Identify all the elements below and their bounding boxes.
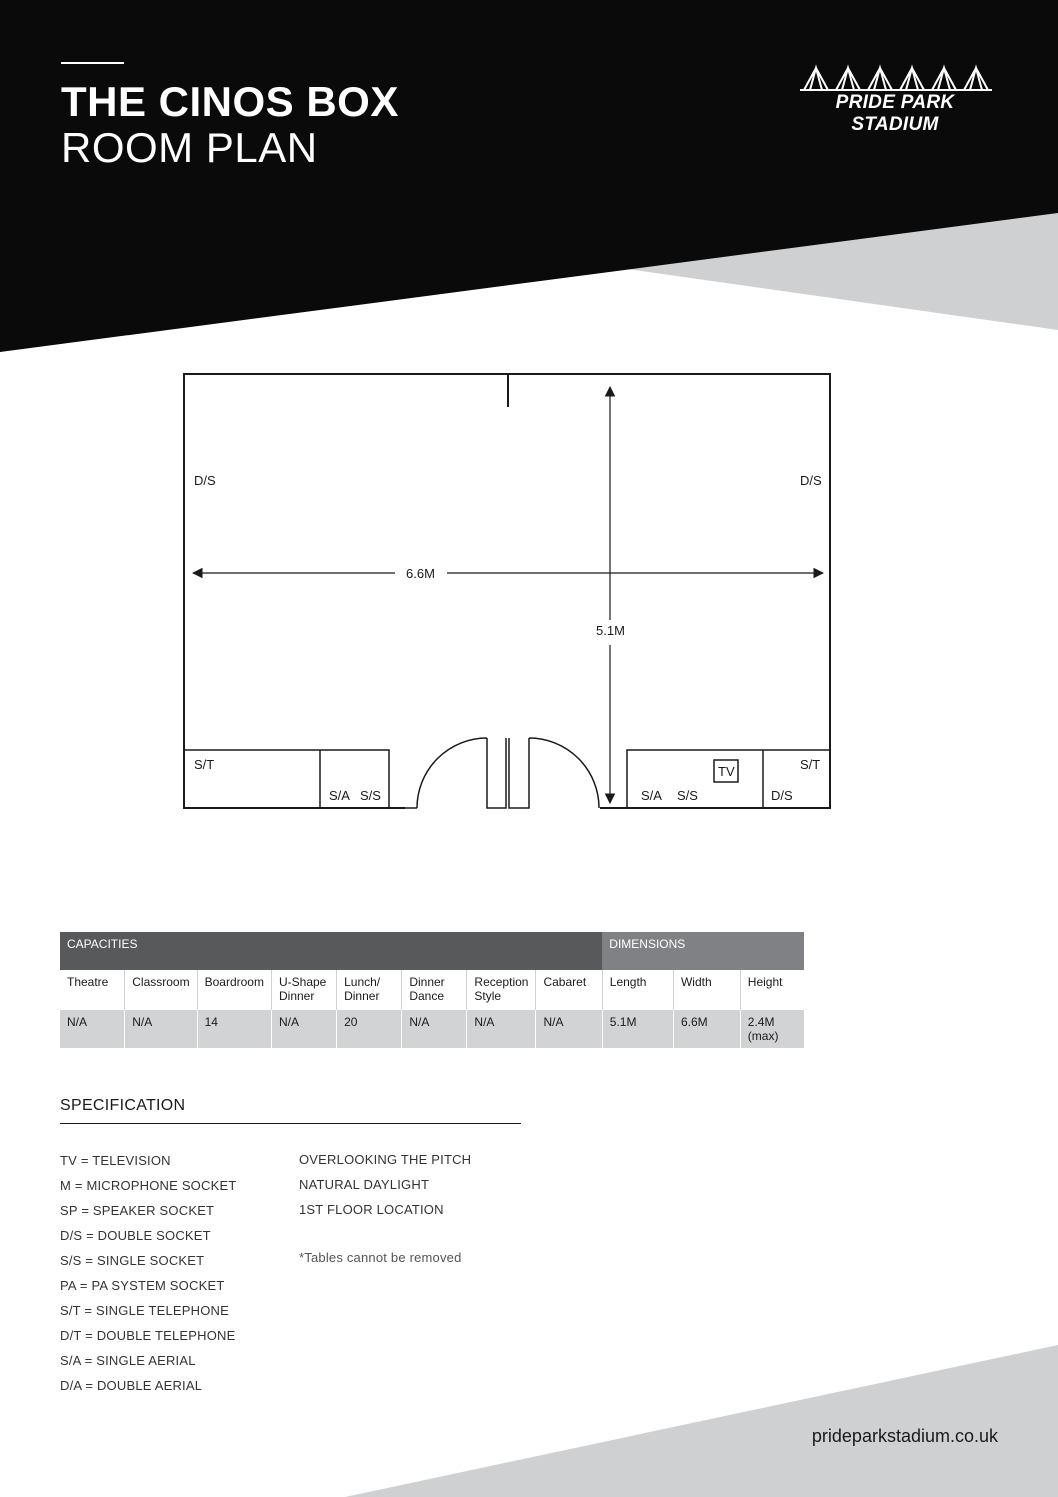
feature-item: NATURAL DAYLIGHT	[299, 1177, 430, 1192]
ds-left-label: D/S	[194, 473, 216, 488]
col-classroom: Classroom	[125, 970, 197, 1010]
col-cabaret: Cabaret	[536, 970, 602, 1010]
col-lunch: Lunch/ Dinner	[337, 970, 402, 1010]
col-theatre: Theatre	[60, 970, 125, 1010]
legend-list	[60, 1151, 236, 1401]
room-wall	[184, 374, 830, 808]
page-title: THE CINOS BOX	[61, 78, 399, 125]
col-length: Length	[602, 970, 673, 1010]
door-frame	[487, 738, 506, 808]
page-subtitle: ROOM PLAN	[61, 124, 318, 171]
val-width: 6.6M	[673, 1010, 740, 1048]
val-reception: N/A	[467, 1010, 536, 1048]
tv-label: TV	[718, 764, 735, 779]
legend-item: S/A = SINGLE AERIAL	[60, 1353, 196, 1368]
ds-bottom-right-label: D/S	[771, 788, 793, 803]
website-link[interactable]: prideparkstadium.co.uk	[811, 1426, 998, 1446]
col-width: Width	[673, 970, 740, 1010]
footer-grey-band	[345, 1345, 1058, 1497]
ds-right-label: D/S	[800, 473, 822, 488]
specification-rule	[60, 1123, 521, 1124]
val-dinner-dance: N/A	[402, 1010, 467, 1048]
ss-right-label: S/S	[677, 788, 698, 803]
door-right-swing	[529, 738, 599, 808]
val-height: 2.4M (max)	[740, 1010, 804, 1048]
ss-left-label: S/S	[360, 788, 381, 803]
specification-title: SPECIFICATION	[60, 1097, 186, 1114]
col-dinner-dance: Dinner Dance	[402, 970, 467, 1010]
door-left-swing	[417, 738, 487, 808]
val-cabaret: N/A	[536, 1010, 602, 1048]
feature-item: OVERLOOKING THE PITCH	[299, 1152, 472, 1167]
width-label: 6.6M	[406, 566, 435, 581]
col-reception: Reception Style	[467, 970, 536, 1010]
sa-left-label: S/A	[329, 788, 350, 803]
val-classroom: N/A	[125, 1010, 197, 1048]
stadium-roof-icon	[792, 64, 998, 94]
legend-item: SP = SPEAKER SOCKET	[60, 1203, 215, 1218]
legend-item: D/A = DOUBLE AERIAL	[60, 1378, 203, 1393]
col-height: Height	[740, 970, 804, 1010]
val-length: 5.1M	[602, 1010, 673, 1048]
capacities-table	[60, 932, 804, 1048]
header-rule	[61, 62, 124, 64]
legend-item: PA = PA SYSTEM SOCKET	[60, 1278, 225, 1293]
legend-item: M = MICROPHONE SOCKET	[60, 1178, 237, 1193]
left-counter	[184, 750, 389, 808]
col-boardroom: Boardroom	[197, 970, 271, 1010]
val-ushape: N/A	[271, 1010, 336, 1048]
length-label: 5.1M	[596, 623, 625, 638]
capacities-header: CAPACITIES	[60, 932, 602, 970]
st-right-label: S/T	[800, 757, 821, 772]
features-list	[299, 1150, 471, 1225]
legend-item: D/T = DOUBLE TELEPHONE	[60, 1328, 236, 1343]
stadium-logo	[792, 64, 998, 135]
tables-note: *Tables cannot be removed	[299, 1250, 462, 1265]
legend-item: S/S = SINGLE SOCKET	[60, 1253, 205, 1268]
logo-wordmark: PRIDE PARK STADIUM	[835, 92, 955, 135]
column-header-row	[60, 970, 804, 1010]
legend-item: D/S = DOUBLE SOCKET	[60, 1228, 211, 1243]
val-boardroom: 14	[197, 1010, 271, 1048]
val-theatre: N/A	[60, 1010, 125, 1048]
legend-item: TV = TELEVISION	[60, 1153, 171, 1168]
col-ushape: U-Shape Dinner	[271, 970, 336, 1010]
val-lunch: 20	[337, 1010, 402, 1048]
room-floor-plan	[175, 365, 840, 815]
door-frame-right	[509, 738, 529, 808]
legend-item: S/T = SINGLE TELEPHONE	[60, 1303, 230, 1318]
st-left-label: S/T	[194, 757, 215, 772]
dimensions-header: DIMENSIONS	[602, 932, 804, 970]
values-row	[60, 1010, 804, 1048]
sa-right-label: S/A	[641, 788, 662, 803]
feature-item: 1ST FLOOR LOCATION	[299, 1202, 444, 1217]
